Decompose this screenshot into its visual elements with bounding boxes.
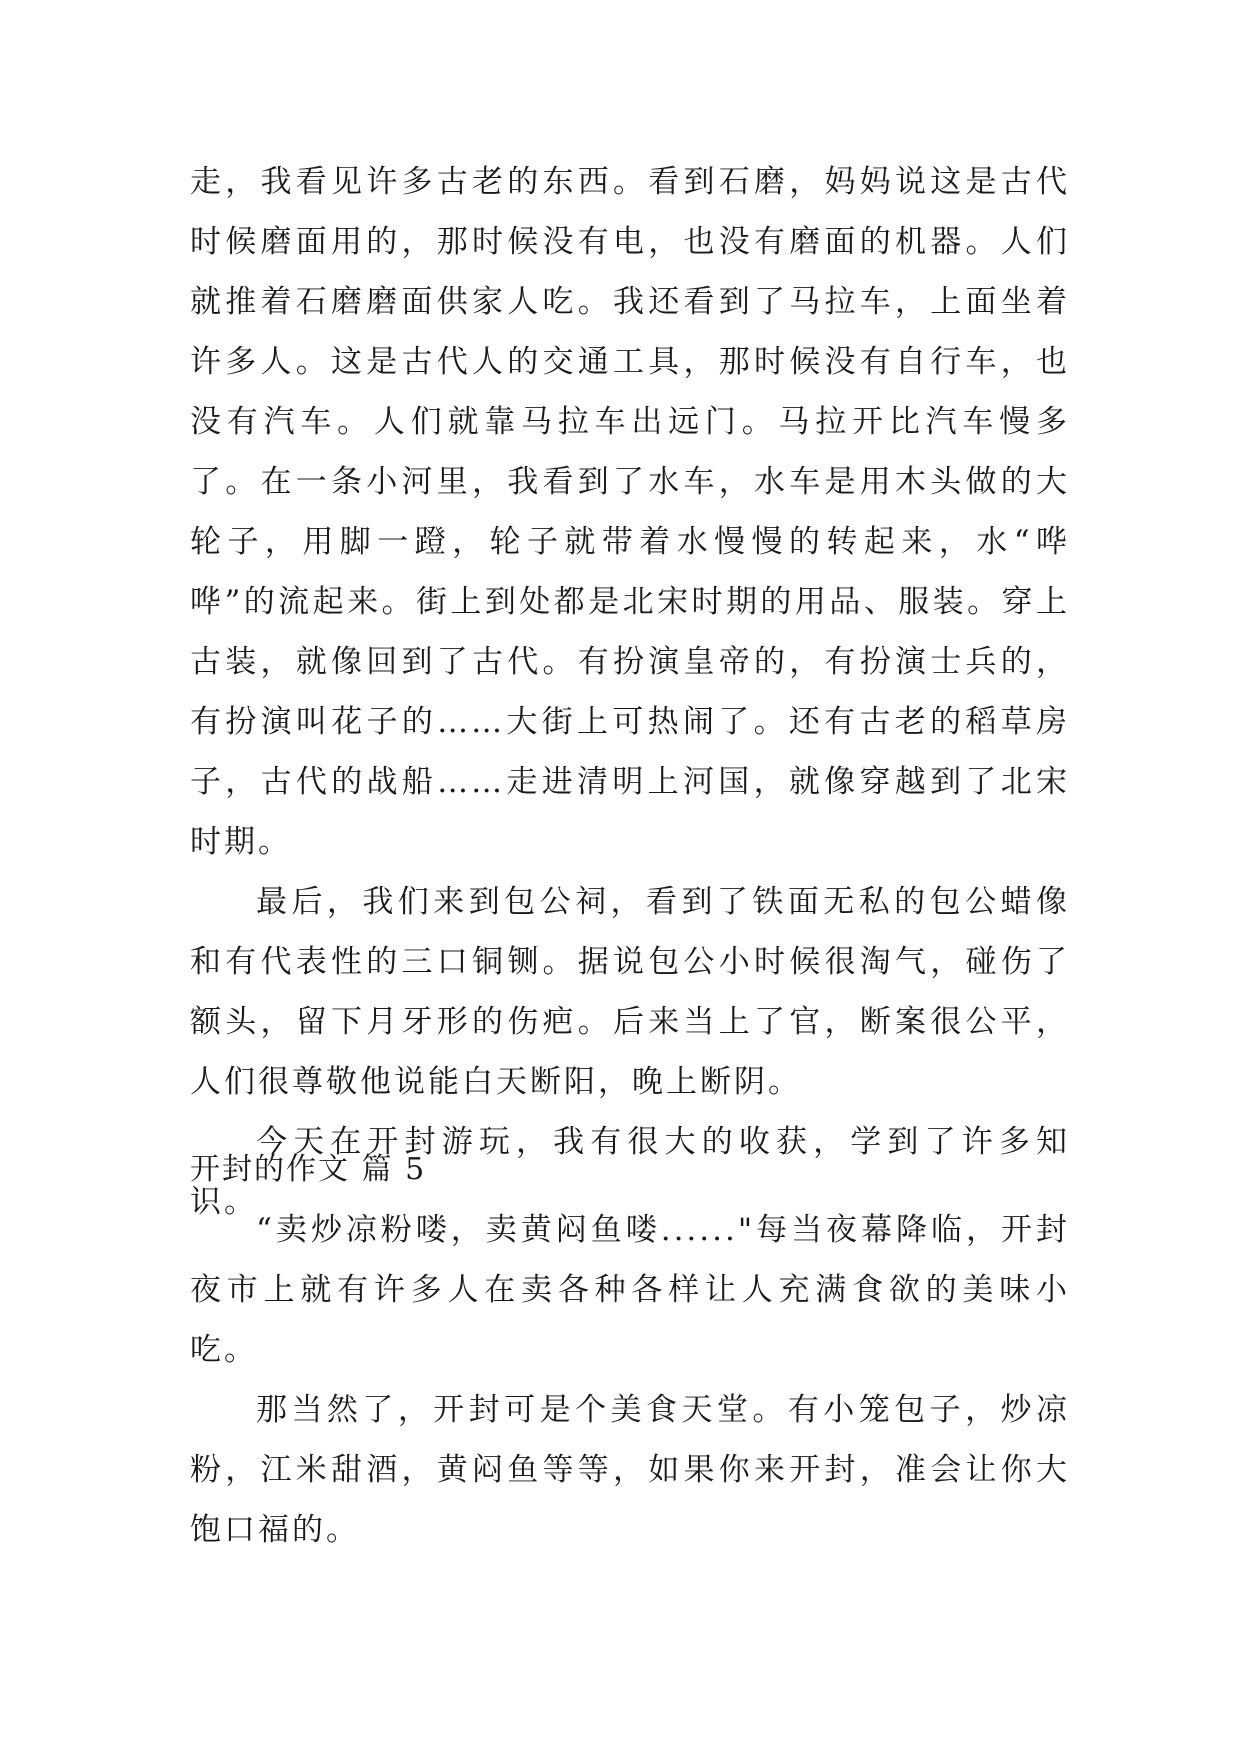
section-2-body	[190, 1200, 1070, 1560]
section-1-body	[190, 152, 1070, 1232]
paragraph-3: 今天在开封游玩，我有很大的收获，学到了许多知识。	[190, 1124, 1070, 1220]
paragraph-5: 那当然了，开封可是个美食天堂。有小笼包子，炒凉粉，江米甜酒，黄闷鱼等等，如果你来开封，准会让你大饱口福的。	[190, 1392, 1070, 1548]
paragraph-1: 走，我看见许多古老的东西。看到石磨，妈妈说这是古代时候磨面用的，那时候没有电，也没有磨面的机器。人们就推着石磨磨面供家人吃。我还看到了马拉车，上面坐着许多人。这是古代人的交通工具，那时候没有自行车，也没有汽车。人们就靠马拉车出远门。马拉开比汽车慢多了。在一条小河里，我看到了水车，水车是用木头做的大轮子，用脚一蹬，轮子就带着水慢慢的转起来，水“哗哗”的流起来。街上到处都是北宋时期的用品、服装。穿上古装，就像回到了古代。有扮演皇帝的，有扮演士兵的，有扮演叫花子的……大街上可热闹了。还有古老的稻草房子，古代的战船……走进清明上河国，就像穿越到了北宋时期。	[190, 164, 1070, 860]
paragraph-4: “卖炒凉粉喽，卖黄闷鱼喽......"每当夜幕降临，开封夜市上就有许多人在卖各种各样让人充满食欲的美味小吃。	[190, 1212, 1070, 1368]
section-title: 开封的作文 篇 5	[190, 1152, 427, 1187]
paragraph-2: 最后，我们来到包公祠，看到了铁面无私的包公蜡像和有代表性的三口铜铡。据说包公小时候很淘气，碰伤了额头，留下月牙形的伤疤。后来当上了官，断案很公平，人们很尊敬他说能白天断阳，晚上断阴。	[190, 884, 1070, 1100]
